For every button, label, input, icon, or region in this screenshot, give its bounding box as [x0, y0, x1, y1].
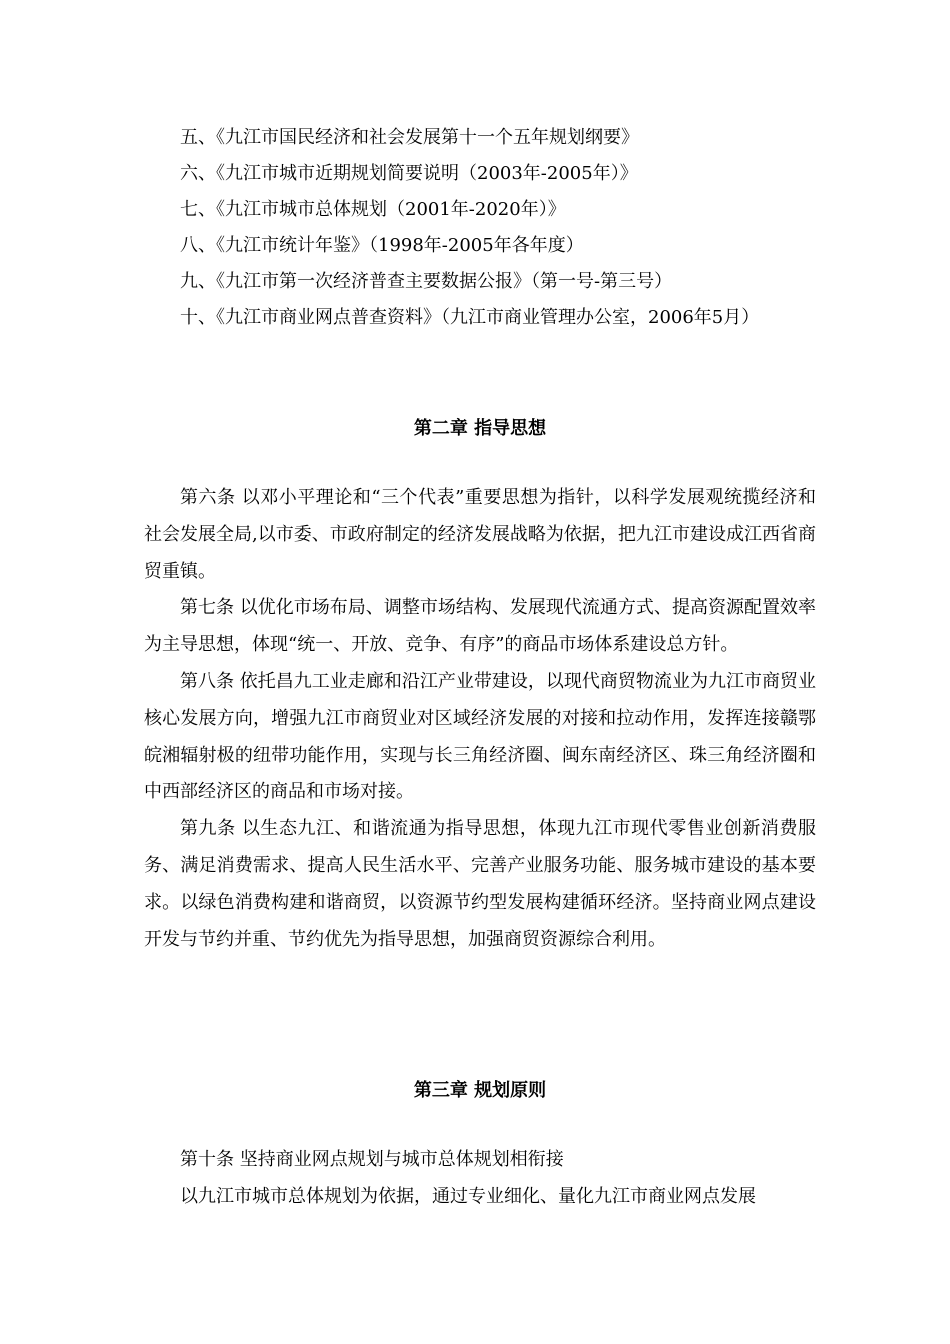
article-paragraph: 第八条 依托昌九工业走廊和沿江产业带建设，以现代商贸物流业为九江市商贸业核心发展方向，增强九江市商贸业对区域经济发展的对接和拉动作用，发挥连接赣鄂皖湘辐射极的纽带功能作用，实现与长三角经济圈、闽东南经济区、珠三角经济圈和中西部经济区的商品和市场对接。 — [144, 670, 816, 803]
article-paragraph: 以九江市城市总体规划为依据，通过专业细化、量化九江市商业网点发展 — [180, 1185, 756, 1207]
article-paragraph: 第七条 以优化市场布局、调整市场结构、发展现代流通方式、提高资源配置效率为主导思想，体现“统一、开放、竞争、有序”的商品市场体系建设总方针。 — [144, 597, 816, 656]
article-paragraph: 第十条 坚持商业网点规划与城市总体规划相衔接 — [180, 1149, 564, 1170]
article-paragraph: 第九条 以生态九江、和谐流通为指导思想，体现九江市现代零售业创新消费服务、满足消费需求、提高人民生活水平、完善产业服务功能、服务城市建设的基本要求。以绿色消费构建和谐商贸，以资源节约型发展构建循环经济。坚持商业网点建设开发与节约并重、节约优先为指导思想，加强商贸资源综合利用。 — [144, 818, 816, 950]
chapter-body — [144, 1142, 816, 1216]
article-paragraph: 第六条 以邓小平理论和“三个代表”重要思想为指针，以科学发展观统揽经济和社会发展全局,以市委、市政府制定的经济发展战略为依据，把九江市建设成江西省商贸重镇。 — [144, 487, 816, 582]
reference-item: 六、《九江市城市近期规划简要说明（2003年-2005年）》 — [180, 163, 638, 184]
chapter-title: 第三章 规划原则 — [413, 1080, 547, 1101]
reference-item: 九、《九江市第一次经济普查主要数据公报》（第一号-第三号） — [180, 271, 673, 292]
reference-item: 五、《九江市国民经济和社会发展第十一个五年规划纲要》 — [180, 127, 639, 148]
chapter-body — [144, 480, 816, 958]
reference-item: 七、《九江市城市总体规划（2001年-2020年）》 — [180, 199, 566, 220]
reference-item: 八、《九江市统计年鉴》（1998年-2005年各年度） — [180, 235, 584, 256]
chapter-title: 第二章 指导思想 — [413, 418, 547, 439]
reference-item: 十、《九江市商业网点普查资料》（九江市商业管理办公室，2006年5月） — [180, 307, 760, 328]
reference-list — [144, 120, 816, 336]
